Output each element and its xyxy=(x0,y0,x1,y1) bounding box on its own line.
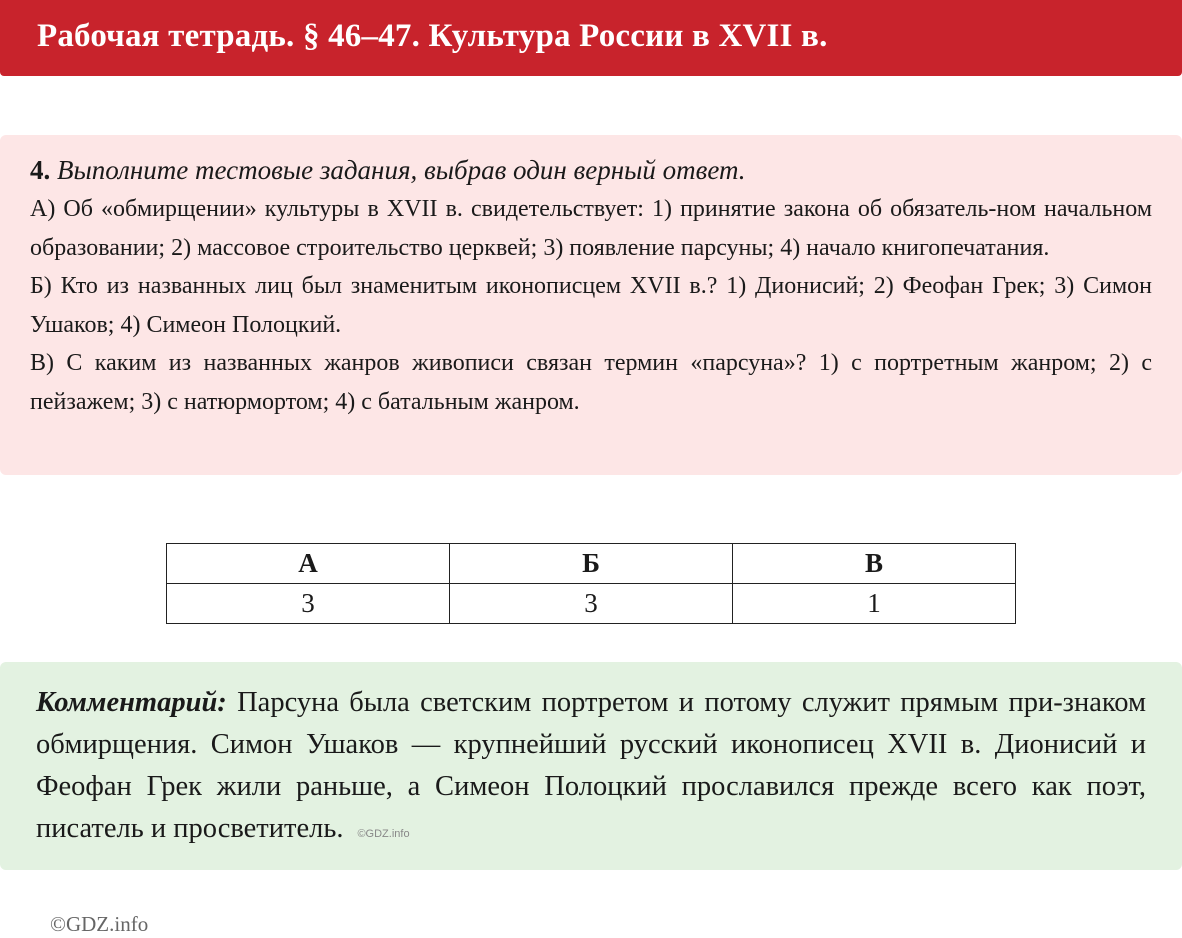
comment-paragraph xyxy=(36,682,1146,855)
question-b: Б) Кто из названных лиц был знаменитым иконописцем XVII в.? 1) Дионисий; 2) Феофан Грек; 3) Симон Ушаков; 4) Симеон Полоцкий. xyxy=(30,273,1152,338)
answer-header-b: Б xyxy=(450,544,733,584)
question-a: А) Об «обмирщении» культуры в XVII в. свидетельствует: 1) принятие закона об обязатель-ном начальном образовании; 2) массовое строительство церквей; 3) появление парсуны; 4) начало книгопечатания. xyxy=(30,196,1152,261)
page-header xyxy=(0,0,1182,76)
answer-header-a: А xyxy=(167,544,450,584)
answer-value-b: 3 xyxy=(450,584,733,624)
answer-table-value-row xyxy=(167,584,1016,624)
answer-table xyxy=(166,543,1016,624)
answer-value-c: 1 xyxy=(733,584,1016,624)
task-number: 4. xyxy=(30,155,51,185)
footer-watermark: ©GDZ.info xyxy=(50,912,149,936)
page-title: Рабочая тетрадь. § 46–47. Культура России в XVII в. xyxy=(37,17,828,54)
comment-text: Парсуна была светским портретом и потому служит прямым при-знаком обмирщения. Симон Ушаков — крупнейший русский иконописец XVII в. Дионисий и Феофан Грек жили раньше, а Симеон Полоцкий прославился прежде всего как поэт, писатель и просветитель. xyxy=(36,687,1146,844)
question-c: В) С каким из названных жанров живописи связан термин «парсуна»? 1) с портретным жанром; 2) с пейзажем; 3) с натюрмортом; 4) с батальным жанром. xyxy=(30,350,1152,415)
task-instruction: Выполните тестовые задания, выбрав один верный ответ. xyxy=(57,155,746,185)
answer-header-c: В xyxy=(733,544,1016,584)
task-heading xyxy=(30,150,1152,190)
inline-watermark: ©GDZ.info xyxy=(357,828,410,840)
answer-value-a: 3 xyxy=(167,584,450,624)
comment-label: Комментарий: xyxy=(36,687,227,718)
task-block xyxy=(0,135,1182,475)
answer-table-header-row xyxy=(167,544,1016,584)
comment-block xyxy=(0,662,1182,870)
